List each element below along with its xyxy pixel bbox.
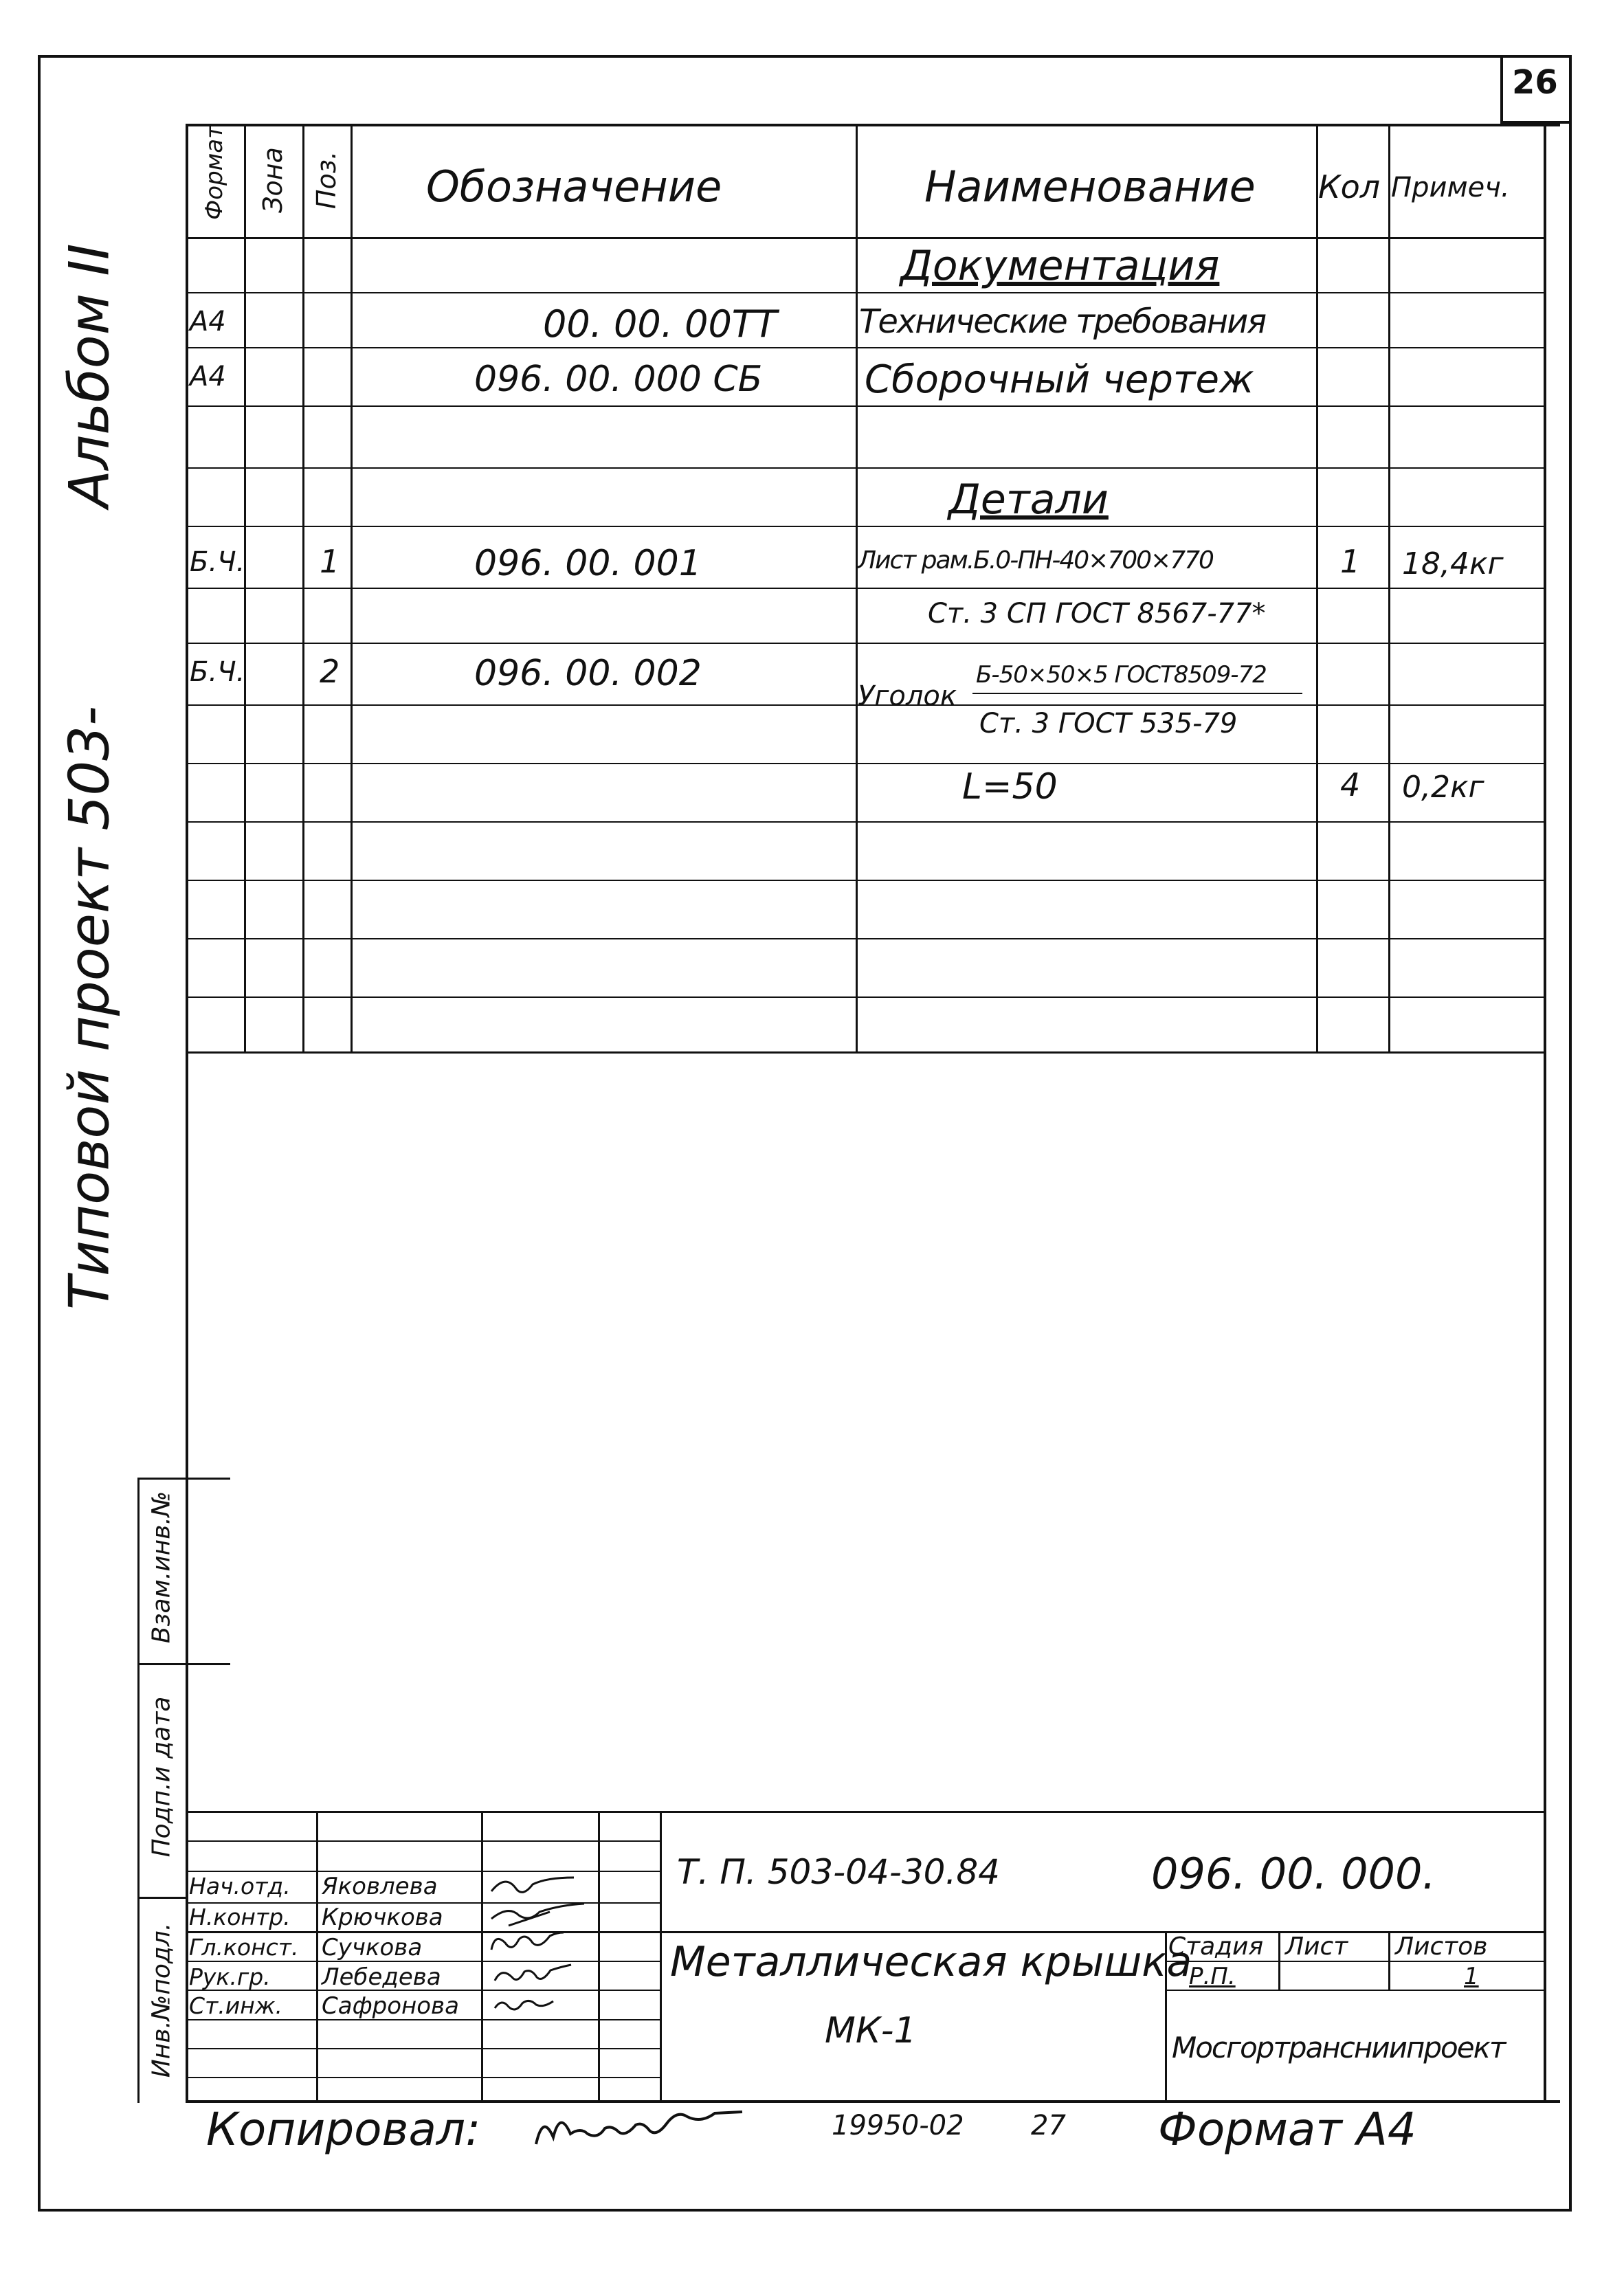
role-name: Лебедева: [322, 1963, 441, 1991]
role-name: Сучкова: [322, 1934, 423, 1961]
table-row-name-material: Ст. 3 СП ГОСТ 8567-77*: [928, 598, 1266, 630]
stamp-vzam: Взам.инв.№: [147, 1491, 176, 1644]
table-row-format: Б.Ч.: [190, 546, 245, 578]
stamp-podp: Подп.и дата: [147, 1696, 176, 1858]
table-row-name: Лист рам.Б.0-ПН-40×700×770: [858, 546, 1213, 575]
role-label: Рук.гр.: [189, 1963, 271, 1990]
order-number: 19950-02: [832, 2110, 964, 2141]
organization: Мосгортрансниипроект: [1172, 2031, 1505, 2064]
main-frame: [186, 124, 1560, 2103]
role-name: Крючкова: [322, 1904, 443, 1931]
doc-code: 096. 00. 000.: [1151, 1849, 1436, 1899]
table-row-designation: 00. 00. 00ТТ: [543, 302, 777, 346]
header-qty: Кол: [1318, 168, 1381, 205]
role-label: Ст.инж.: [189, 1992, 282, 2019]
drawing-title: Металлическая крышка: [670, 1938, 1192, 1986]
role-label: Гл.конст.: [189, 1934, 299, 1961]
header-pos: Поз.: [311, 151, 342, 210]
table-row-designation: 096. 00. 000 СБ: [474, 359, 763, 400]
table-row-designation: 096. 00. 001: [474, 543, 702, 584]
header-zone: Зона: [258, 147, 288, 213]
role-label: Н.контр.: [189, 1904, 291, 1930]
copied-signature: [529, 2103, 756, 2165]
sheets-value: 1: [1464, 1963, 1479, 1990]
table-row-note: 18,4кг: [1402, 546, 1504, 581]
side-title-project: Типовой проект 503-: [57, 706, 122, 1310]
section-parts: Детали: [948, 476, 1109, 524]
table-row-qty: 4: [1340, 766, 1361, 803]
header-format: Формат: [201, 125, 228, 220]
table-row-name-numerator: Б-50×50×5 ГОСТ8509-72: [976, 661, 1267, 689]
copied-label: Копировал:: [206, 2103, 481, 2156]
table-row-pos: 2: [320, 653, 340, 690]
table-row-name: L=50: [962, 766, 1058, 808]
header-designation: Обозначение: [426, 162, 722, 212]
table-row-name: Технические требования: [859, 302, 1266, 341]
table-row-pos: 1: [320, 543, 340, 580]
page-number: 27: [1031, 2110, 1066, 2141]
project-code: Т. П. 503-04-30.84: [677, 1852, 1000, 1892]
signatures: [481, 1871, 598, 2022]
stamp-inv: Инв.№подл.: [147, 1922, 176, 2078]
stage-header: Стадия: [1168, 1933, 1264, 1961]
table-row-format: А4: [190, 306, 226, 337]
sheets-header: Листов: [1395, 1933, 1488, 1961]
table-row-designation: 096. 00. 002: [474, 653, 702, 694]
table-row-format: Б.Ч.: [190, 656, 245, 688]
role-name: Сафронова: [322, 1992, 459, 2020]
role-label: Нач.отд.: [189, 1873, 291, 1900]
table-row-format: А4: [190, 361, 226, 392]
format-label: Формат А4: [1158, 2103, 1416, 2156]
table-row-name: Уголок: [858, 680, 957, 712]
table-row-qty: 1: [1340, 543, 1361, 580]
sheet-header: Лист: [1285, 1933, 1348, 1961]
table-row-note: 0,2кг: [1402, 770, 1484, 805]
table-row-name-denominator: Ст. 3 ГОСТ 535-79: [979, 708, 1238, 739]
role-name: Яковлева: [322, 1873, 438, 1900]
header-name: Наименование: [924, 162, 1256, 212]
sheet-number: 26: [1512, 63, 1558, 102]
header-note: Примеч.: [1391, 172, 1510, 203]
section-docs: Документация: [900, 242, 1220, 290]
table-row-name: Сборочный чертеж: [865, 357, 1254, 402]
stage-value: Р.П.: [1189, 1963, 1236, 1990]
side-title-album: Альбом II: [57, 243, 122, 508]
drawing-subtitle: МК-1: [825, 2010, 917, 2051]
